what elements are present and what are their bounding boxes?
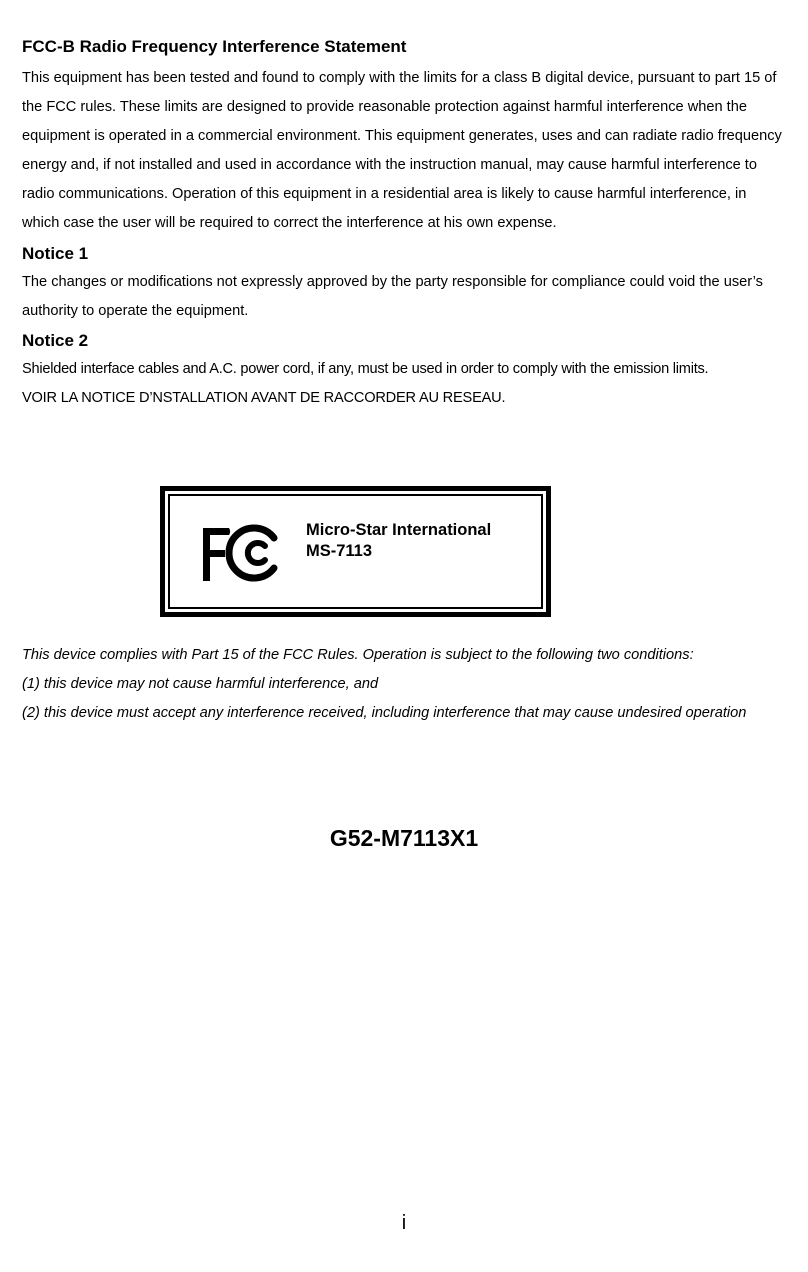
fcc-logo-icon	[201, 523, 279, 583]
notice-1-heading: Notice 1	[22, 243, 89, 263]
page-number: i	[401, 1212, 407, 1234]
page-title: FCC-B Radio Frequency Interference Statement	[22, 37, 407, 56]
fcc-model-number: MS-7113	[306, 542, 373, 560]
condition-item-1: (1) this device may not cause harmful interference, and	[22, 676, 379, 693]
condition-item-2: (2) this device must accept any interference received, including interference that may cause undesired operation	[22, 705, 747, 722]
document-code: G52-M7113X1	[329, 825, 479, 851]
notice-2-heading: Notice 2	[22, 330, 89, 350]
compliance-conditions	[22, 641, 786, 728]
fcc-label-inner-border	[168, 494, 543, 609]
statement-section	[22, 30, 786, 413]
fcc-company-name: Micro-Star International	[306, 521, 492, 539]
fcc-label-text	[306, 520, 491, 562]
notice-2-text: Shielded interface cables and A.C. power cord, if any, must be used in order to comply with the emission limits.	[22, 360, 709, 377]
conditions-intro: This device complies with Part 15 of the FCC Rules. Operation is subject to the following two conditions:	[22, 647, 694, 663]
fcc-statement-text: This equipment has been tested and found to comply with the limits for a class B digital device, pursuant to part 15 of the FCC rules. These limits are designed to provide reasonable protection against harmful interference when the equipment is operated in a commercial environment. This equipment generates, uses and can radiate radio frequency energy and, if not installed and used in accordance with the instruction manual, may cause harmful interference to radio communications. Operation of this equipment in a residential area is likely to cause harmful interference, in which case the user will be required to correct the interference at his own expense.	[22, 70, 782, 232]
notice-1-text: The changes or modifications not expressly approved by the party responsible for compliance could void the user’s authority to operate the equipment.	[22, 273, 763, 319]
fcc-label-box	[160, 486, 551, 617]
installation-notice-text: VOIR LA NOTICE D’NSTALLATION AVANT DE RACCORDER AU RESEAU.	[22, 389, 506, 406]
